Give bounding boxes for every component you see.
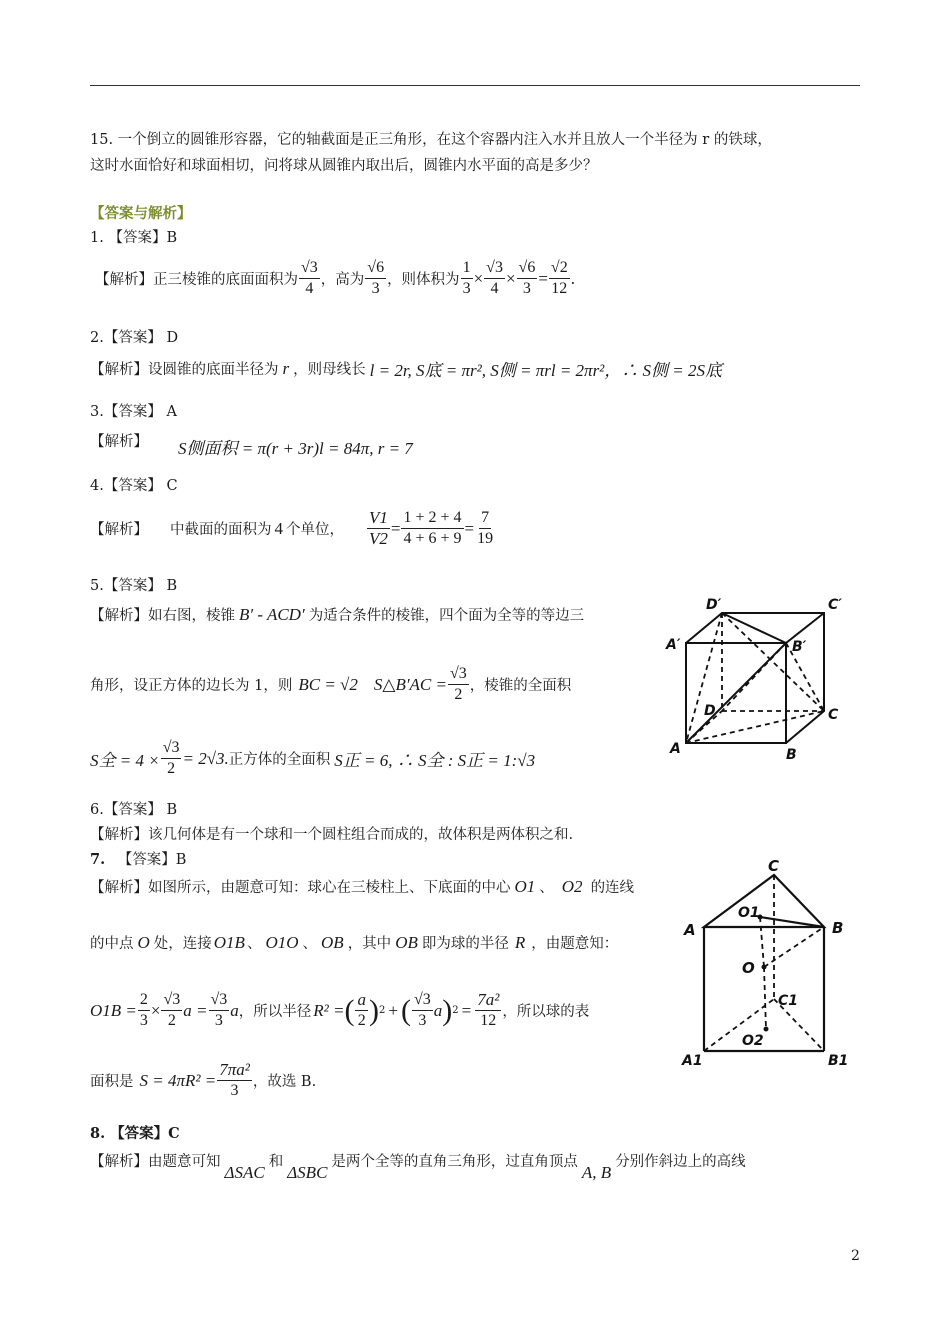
fraction: $\frac{\text{7πa²}}{3}$ bbox=[219, 1060, 250, 1099]
fraction: $\frac{√3}{3}$ bbox=[413, 991, 431, 1029]
explanation-7-line3: O1B = $\frac{2}{3}$ × $\frac{√3}{2}$ a = $\frac{√3}{3}$ a ，所以半径 R² = ( $\frac{a}{2}$ ) 2 + ( $\frac{√3}{3}$ a ) 2 = $\frac{\text{7a²}}{12}$ ，所以球的表 bbox=[90, 990, 590, 1029]
fraction: $\frac{√6}{3}$ bbox=[367, 259, 385, 297]
label-b-prime: B′ bbox=[792, 639, 807, 655]
label-b: B bbox=[832, 919, 844, 937]
fraction: $\frac{√3}{2}$ bbox=[450, 665, 467, 703]
fraction: $\frac{√3}{2}$ bbox=[163, 991, 181, 1029]
question-15-line2: 这时水面恰好和球面相切，问将球从圆锥内取出后，圆锥内水平面的高是多少？ bbox=[90, 158, 598, 174]
explanation-2: 【解析】设圆锥的底面半径为 r ，则母线长 l = 2r, S底 = πr², S侧 = πrl = 2πr²，∴ S侧 = 2S底 bbox=[90, 356, 722, 381]
label-b: B bbox=[786, 747, 797, 763]
explanation-7-line1: 【解析】如图所示，由题意可知：球心在三棱柱上、下底面的中心 O1 、 O2 的连线 bbox=[90, 876, 635, 896]
explanation-7-line2: 的中点 O 处，连接 O1B 、 O1O 、 OB ，其中 OB 即为球的半径 R ，由题意知： bbox=[90, 932, 619, 952]
fraction: $\frac{√3}{4}$ bbox=[301, 259, 318, 297]
page-number: 2 bbox=[851, 1248, 860, 1264]
explanation-3-label: 【解析】 bbox=[90, 434, 148, 450]
label-a-prime: A′ bbox=[666, 637, 681, 653]
fraction: $\frac{7}{19}$ bbox=[477, 509, 494, 547]
prism-figure bbox=[680, 855, 860, 1080]
label-c-prime: C′ bbox=[828, 597, 842, 613]
fraction: $\frac{\text{7a²}}{12}$ bbox=[477, 990, 500, 1029]
label-a1: A1 bbox=[682, 1053, 703, 1069]
answer-6: 6.【答案】 B bbox=[90, 802, 178, 818]
fraction: $\frac{V1}{V2}$ bbox=[369, 508, 388, 548]
explanation-5-line3: S全 = 4 × $\frac{√3}{2}$ = 2√3. 正方体的全面积 S正 = 6, ∴ S全 : S正 = 1:√3 bbox=[90, 739, 536, 777]
answer-8: 8. 【答案】C bbox=[90, 1125, 180, 1142]
explanation-8: 【解析】由题意可知 ΔSAC 和 ΔSBC 是两个全等的直角三角形，过直角顶点 A, B 分别作斜边上的高线 bbox=[90, 1154, 746, 1182]
fraction: $\frac{√6}{3}$ bbox=[518, 259, 536, 297]
explanation-7-line4: 面积是 S = 4πR² = $\frac{\text{7πa²}}{3}$ ，故选 B. bbox=[90, 1060, 317, 1099]
formula: S侧面积 = π(r + 3r)l = 84π, r = 7 bbox=[178, 439, 413, 458]
fraction: $\frac{1 + 2 + 4}{4 + 6 + 9}$ bbox=[403, 509, 462, 547]
answer-5: 5.【答案】 B bbox=[90, 578, 178, 594]
label-o: O bbox=[742, 959, 755, 977]
label-c: C bbox=[828, 707, 839, 723]
label-b1: B1 bbox=[828, 1053, 849, 1069]
fraction: $\frac{√2}{12}$ bbox=[550, 259, 568, 297]
cube-figure bbox=[664, 595, 864, 765]
label-o1: O1 bbox=[738, 905, 760, 921]
explanation-5-line2: 角形，设正方体的边长为 1，则 BC = √2 S△B′AC = $\frac{√3}{2}$ ，棱锥的全面积 bbox=[90, 665, 572, 703]
answer-1: 1. 【答案】B bbox=[90, 230, 178, 246]
explanation-4: 【解析】 中截面的面积为 4 个单位， $\frac{V1}{V2}$ = $\frac{1 + 2 + 4}{4 + 6 + 9}$ = $\frac{7}{19}$ bbox=[90, 508, 494, 548]
point-o bbox=[762, 965, 767, 970]
answer-3: 3.【答案】 A bbox=[90, 404, 177, 420]
fraction: $\frac{1}{3}$ bbox=[462, 259, 471, 297]
point-o2 bbox=[764, 1027, 769, 1032]
label-c1: C1 bbox=[778, 993, 799, 1009]
answer-2: 2.【答案】 D bbox=[90, 330, 179, 346]
explanation-6: 【解析】该几何体是有一个球和一个圆柱组合而成的，故体积是两体积之和. bbox=[90, 827, 574, 843]
label-d: D bbox=[704, 703, 716, 719]
header-rule bbox=[90, 85, 860, 86]
fraction: $\frac{2}{3}$ bbox=[139, 991, 148, 1029]
prism-top-triangle bbox=[704, 875, 824, 927]
answer-4: 4.【答案】 C bbox=[90, 478, 178, 494]
label-a: A bbox=[684, 921, 696, 939]
formula: l = 2r, S底 = πr², S侧 = πrl = 2πr²，∴ S侧 = 2S底 bbox=[369, 361, 723, 380]
label-o2: O2 bbox=[742, 1033, 764, 1049]
label-c: C bbox=[768, 857, 780, 875]
section-heading: 【答案与解析】 bbox=[90, 205, 192, 222]
answer-7: 7. 【答案】B bbox=[90, 851, 187, 868]
label-d-prime: D′ bbox=[706, 597, 722, 613]
fraction: $\frac{√3}{4}$ bbox=[486, 259, 503, 297]
question-15-line1: 15. 一个倒立的圆锥形容器，它的轴截面是正三角形，在这个容器内注入水并且放人一个半径为 r 的铁球， bbox=[90, 132, 772, 148]
label-a: A bbox=[670, 741, 681, 757]
fraction: $\frac{√3}{2}$ bbox=[162, 739, 180, 777]
fraction: $\frac{a}{2}$ bbox=[357, 990, 366, 1029]
explanation-5-line1: 【解析】如右图，棱锥 B′ - ACD′ 为适合条件的棱锥，四个面为全等的等边三 bbox=[90, 604, 585, 624]
explanation-1: 【解析】正三棱锥的底面面积为 $\frac{√3}{4}$ ，高为 $\frac{√6}{3}$ ，则体积为 $\frac{1}{3}$ × $\frac{√3}{4}$ × $\frac{√6}{3}$ = $\frac{√2}{12}$ . bbox=[95, 259, 575, 297]
fraction: $\frac{√3}{3}$ bbox=[210, 991, 228, 1029]
